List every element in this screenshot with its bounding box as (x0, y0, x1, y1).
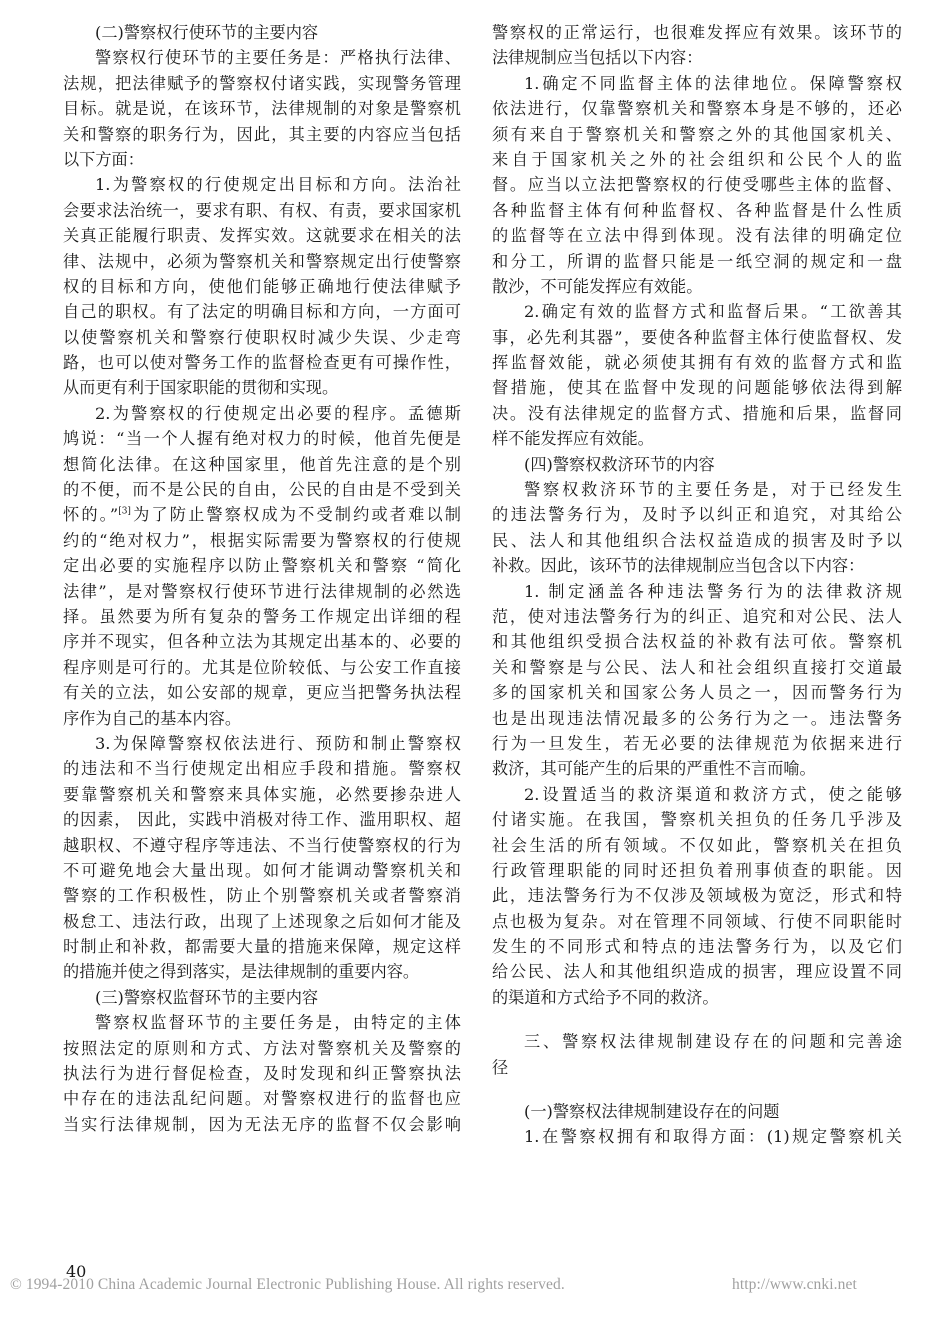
text-line: 给公民、法人和其他组织造成的损害，理应设置不同 (492, 962, 902, 982)
text-line: 1. 制定涵盖各种违法警务行为的法律救济规 (524, 581, 902, 601)
text-line: 1.在警察权拥有和取得方面：(1)规定警察机关 (524, 1127, 902, 1147)
text-line: 时制止和补救，都需要大量的措施来保障，规定这样 (63, 937, 461, 957)
text-line: 警察权监督环节的主要任务是，由特定的主体 (95, 1013, 461, 1033)
text-line: 此，违法警务行为不仅涉及领域极为宽泛，形式和特 (492, 886, 902, 906)
text-line: 不可避免地会大量出现。如何才能调动警察机关和 (63, 860, 461, 880)
text-line: 付诸实施。在我国，警察机关担负的任务几乎涉及 (492, 810, 902, 830)
text-line: 法律规制应当包括以下内容： (492, 48, 703, 68)
text-line: 民、法人和其他组织合法权益造成的损害及时予以 (492, 530, 902, 550)
text-line: 序并不现实，但各种立法为其规定出基本的、必要的 (63, 632, 461, 652)
text-line: 警察的工作积极性，防止个别警察机关或者警察消 (63, 886, 461, 906)
text-line: 3.为保障警察权依法进行、预防和制止警察权 (95, 733, 461, 753)
text-line: 督。应当以立法把警察权的行使受哪些主体的监督、 (492, 175, 902, 195)
paragraph-gap (492, 1080, 902, 1099)
text-line: 径 (492, 1057, 509, 1077)
text-line: 的违法和不当行使规定出相应手段和措施。警察权 (63, 759, 461, 779)
text-line: 的措施并使之得到落实，是法律规制的重要内容。 (63, 962, 420, 982)
text-line: 样不能发挥应有效能。 (492, 429, 654, 449)
text-line: 程序则是可行的。尤其是位阶较低、与公安工作直接 (63, 657, 461, 677)
text-line: 2.为警察权的行使规定出必要的程序。孟德斯 (95, 403, 461, 423)
text-line: 想简化法律。在这种国家里，他首先注意的是个别 (63, 454, 461, 474)
text-line: 各种监督主体有何种监督权、各种监督是什么性质 (492, 200, 902, 220)
text-line: 事，必先利其器”，要使各种监督主体行使监督权、发 (492, 327, 902, 347)
text-line: 择。虽然要为所有复杂的警务工作规定出详细的程 (63, 606, 461, 626)
text-line: 范，使对违法警务行为的纠正、追究和对公民、法人 (492, 606, 902, 626)
right-column (492, 20, 902, 1150)
page-number: 40 (66, 1262, 87, 1281)
footer-url[interactable]: http://www.cnki.net (732, 1276, 857, 1293)
text-line: 补救。因此，该环节的法律规制应当包含以下内容： (492, 556, 865, 576)
text-line: 中存在的违法乱纪问题。对警察权进行的监督也应 (63, 1089, 461, 1109)
text-line: 会要求法治统一，要求有职、有权、有责，要求国家机 (63, 200, 461, 220)
text-line: 来自于国家机关之外的社会组织和公民个人的监 (492, 149, 902, 169)
text-line: 三、警察权法律规制建设存在的问题和完善途 (524, 1032, 902, 1052)
text-line: 关和警察的职务行为，因此，其主要的内容应当包括 (63, 124, 461, 144)
paragraph-gap (492, 1010, 902, 1029)
text-line: 点也极为复杂。对在管理不同领域、行使不同职能时 (492, 911, 902, 931)
text-line: 挥监督效能，就必须使其拥有有效的监督方式和监 (492, 353, 902, 373)
text-line: 的因素， 因此，实践中消极对待工作、滥用职权、超 (63, 810, 461, 830)
text-line: 决。没有法律规定的监督方式、措施和后果，监督同 (492, 403, 902, 423)
text-line: 警察权救济环节的主要任务是，对于已经发生 (524, 480, 902, 500)
footer-copyright: © 1994-2010 China Academic Journal Electronic Publishing House. All rights reserved. (10, 1276, 565, 1293)
text-line: 鸠说：“当一个人握有绝对权力的时候，他首先便是 (63, 429, 461, 449)
text-line: 律、法规中，必须为警察机关和警察规定出行使警察 (63, 251, 461, 271)
text-line: 和分工，所谓的监督只能是一纸空洞的规定和一盘 (492, 251, 902, 271)
text-line: 1.确定不同监督主体的法律地位。保障警察权 (524, 73, 902, 93)
text-line: 执法行为进行督促检查，及时发现和纠正警察执法 (63, 1064, 461, 1084)
text-line: 多的国家机关和国家公务人员之一，因而警务行为 (492, 683, 902, 703)
text-line: 行政管理职能的同时还担负着刑事侦查的职能。因 (492, 860, 902, 880)
text-line: 序作为自己的基本内容。 (63, 708, 242, 728)
text-line: (四)警察权救济环节的内容 (524, 454, 715, 474)
text-line: 当实行法律规制，因为无法无序的监督不仅会影响 (63, 1114, 461, 1134)
text-line: 依法进行，仅靠警察机关和警察本身是不够的，还必 (492, 99, 902, 119)
text-line: 的监督等在立法中得到体现。没有法律的明确定位 (492, 226, 902, 246)
text-line: 督措施，使其在监督中发现的问题能够依法得到解 (492, 378, 902, 398)
text-line: 散沙，不可能发挥应有效能。 (492, 276, 703, 296)
citation-ref: [3] (118, 507, 131, 518)
text-line: 2.确定有效的监督方式和监督后果。“工欲善其 (524, 302, 902, 322)
text-line: 按照法定的原则和方式、方法对警察机关及警察的 (63, 1038, 461, 1058)
text-line: (二)警察权行使环节的主要内容 (95, 23, 319, 42)
text-line: 以下方面： (63, 149, 144, 169)
text-line: 的违法警务行为，及时予以纠正和追究，对其给公 (492, 505, 902, 525)
text-line: 2.设置适当的救济渠道和救济方式，使之能够 (524, 784, 902, 804)
footer (10, 1276, 940, 1294)
text-line: (一)警察权法律规制建设存在的问题 (524, 1102, 780, 1122)
text-line: 法规，把法律赋予的警察权付诸实践，实现警务管理 (63, 73, 461, 93)
text-line: 也是出现违法情况最多的公务行为之一。违法警务 (492, 708, 902, 728)
text-line: 关真正能履行职责、发挥实效。这就要求在相关的法 (63, 226, 461, 246)
text-line: 要靠警察机关和警察来具体实施，必然要掺杂进人 (63, 784, 461, 804)
text-line: 的不便，而不是公民的自由，公民的自由是不受到关 (63, 480, 461, 500)
text-line: 定出必要的实施程序以防止警察机关和警察 “简化 (63, 556, 461, 576)
text-line: 约的“绝对权力”，根据实际需要为警察权的行使规 (63, 530, 461, 550)
text-line: 救济，其可能产生的后果的严重性不言而喻。 (492, 759, 816, 779)
text-line: 法律”，是对警察权行使环节进行法律规制的必然选 (63, 581, 461, 601)
text-line: 有关的立法，如公安部的规章，更应当把警务执法程 (63, 683, 461, 703)
text-line: 怀的。”[3]为了防止警察权成为不受制约或者难以制 (63, 505, 461, 525)
text-line: 发生的不同形式和特点的违法警务行为，以及它们 (492, 937, 902, 957)
text-line: 目标。就是说，在该环节，法律规制的对象是警察机 (63, 99, 461, 119)
text-line: 权的目标和方向，使他们能够正确地行使法律赋予 (63, 276, 461, 296)
text-line: (三)警察权监督环节的主要内容 (95, 987, 319, 1007)
text-line: 关和警察是与公民、法人和社会组织直接打交道最 (492, 657, 902, 677)
text-line: 1.为警察权的行使规定出目标和方向。法治社 (95, 175, 461, 195)
left-column (63, 20, 461, 1137)
text-line: 警察权行使环节的主要任务是：严格执行法律、 (95, 48, 461, 68)
text-line: 行为一旦发生，若无必要的法律规范为依据来进行 (492, 733, 902, 753)
text-line: 从而更有利于国家职能的贯彻和实现。 (63, 378, 339, 398)
text-line: 须有来自于警察机关和警察之外的其他国家机关、 (492, 124, 902, 144)
text-line: 自己的职权。有了法定的明确目标和方向，一方面可 (63, 302, 461, 322)
text-line: 和其他组织受损合法权益的补救有法可依。警察机 (492, 632, 902, 652)
text-line: 的渠道和方式给予不同的救济。 (492, 987, 719, 1007)
text-line: 社会生活的所有领域。不仅如此，警察机关在担负 (492, 835, 902, 855)
text-line: 越职权、不遵守程序等违法、不当行使警察权的行为 (63, 835, 461, 855)
text-line: 极怠工、违法行政，出现了上述现象之后如何才能及 (63, 911, 461, 931)
text-line: 警察权的正常运行，也很难发挥应有效果。该环节的 (492, 23, 902, 42)
text-line: 路，也可以使对警务工作的监督检查更有可操作性， (63, 353, 461, 373)
text-line: 以使警察机关和警察行使职权时减少失误、少走弯 (63, 327, 461, 347)
